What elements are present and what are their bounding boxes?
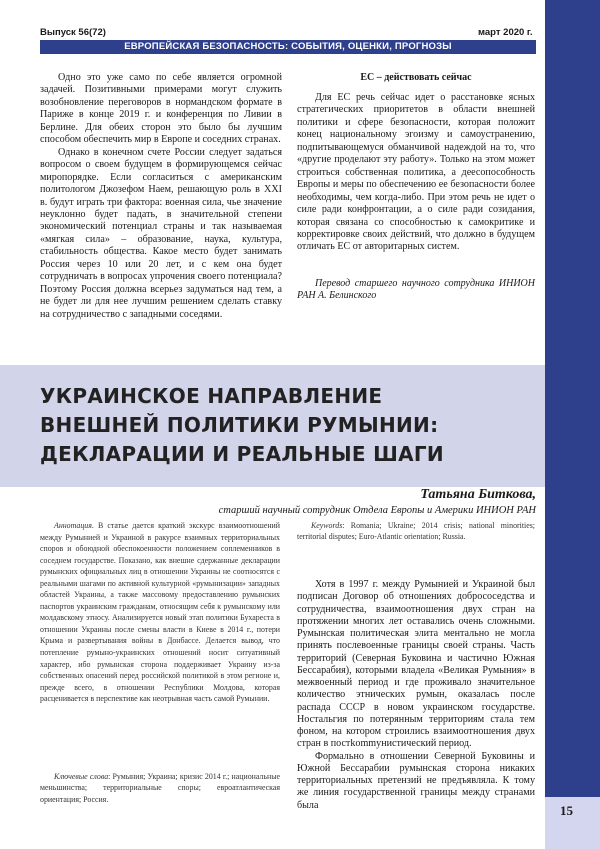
paragraph: Формально в отношении Северной Буковины и Южной Бессарабии румынская сторона никаких территориальных претензий не предъявляла. К тому же линия государственной границы между странами была [297,750,535,811]
page-number: 15 [560,803,573,818]
paragraph: Одно это уже само по себе является огромной задачей. Позитивными примерами могут служить возобновление переговоров в нормандском формате в Париже в конце 2019 г. и конференция по Ливии в Берлине. Для обеих сторон это было бы лучшим способом обеспечить мир в Европе и соседних странах. [40,72,282,146]
paragraph: Хотя в 1997 г. между Румынией и Украиной был подписан Договор об отношениях добрососедства и сотрудничества, взаимоотношения двух стран на протяжении многих лет оставались очень сложными. Румынская политическая элита ментально не могла принять послевоенные границы своей страны. Часть территорий (Северная Буковина и частично Южная Бессарабия), которыми владела «Великая Румыния» в межвоенный период и где проживало значительное количество этнических румын, оказалась после распада СССР в новом украинском государстве. Ностальгия по потерянным территориям стала тем фоном, на котором строились взаимоотношения двух стран в постkommунистический период. [297,579,535,750]
author-affiliation: старший научный сотрудник Отдела Европы и Америки ИНИОН РАН [218,505,536,516]
keywords-text: : Румыния; Украина; кризис 2014 г.; национальные меньшинства; территориальные споры; евроатлантическая ориентация; Россия. [40,772,280,804]
keywords-en [297,520,535,543]
keywords-ru [40,771,280,805]
translator-note-text: Перевод старшего научного сотрудника ИНИОН РАН А. Белинского [297,278,535,302]
keywords-en-text: : Romania; Ukraine; 2014 crisis; national minorities; territorial disputes; Euro-Atlantic orientation; Russia. [297,521,535,542]
author-name: Татьяна Биткова, [420,487,536,502]
issue-date: март 2020 г. [478,27,533,38]
title-line: ВНЕШНЕЙ ПОЛИТИКИ РУМЫНИИ: [40,413,439,437]
abstract-label: Аннотация [54,521,92,530]
prev-article-column-1 [40,72,282,321]
keywords-en-label: Keywords [311,521,343,530]
article-title [40,382,540,469]
right-sidebar-band [545,0,600,849]
prev-article-column-2 [297,72,535,254]
abstract-text: . В статье дается краткий экскурс взаимоотношений между Румынией и Украиной в ракурсе взаимных территориальных споров и обоюдной обеспокоенности положением соплеменников в соседнем государстве. Показано, как внешне сдержанные декларации румынских официальных лиц в отношении Украины не соотносятся с реальными шагами по активной культурной «румынизации» западных областей Украины, а также массовому предоставлению румынских паспортов украинским гражданам, относящим себя к румынскому или молдавскому этносу. Анализируется новый этап политики Бухареста в отношении Украины после смены власти в Киеве в 2014 г., потери Крыма и развертывания войны в Донбассе. Делается вывод, что потепление румыно-украинских отношений носит ситуативный характер, ибо румынская сторона поддерживает Украину из-за собственных опасений перед российской политикой в этом регионе и, прежде всего, в отношении Республики Молдова, которая расценивается в перспективе как неотрывная часть самой Румынии. [40,521,280,704]
title-line: ДЕКЛАРАЦИИ И РЕАЛЬНЫЕ ШАГИ [40,442,444,466]
section-banner: ЕВРОПЕЙСКАЯ БЕЗОПАСНОСТЬ: СОБЫТИЯ, ОЦЕНКИ, ПРОГНОЗЫ [40,40,536,54]
keywords-label: Ключевые слова [54,772,109,781]
paragraph: Однако в конечном счете России следует задаться вопросом о своем будущем в формирующемся сейчас миропорядке. Если согласиться с американским политологом Джозефом Наем, решающую роль в XXI в. будут играть три фактора: военная сила, чье значение неуклонно будет падать, в значительной степени экономический потенциал страны и так называемая «мягкая сила» – образование, наука, культура, стабильность общества. Какое место будет занимать Россия через 10 или 20 лет, и с кем она будет сотрудничать в вопросах упрочения своего потенциала? Поэтому Россия должна всерьез задуматься над тем, а не будет ли для нее лучшим решением сделать ставку на сотрудничество с западными соседями. [40,146,282,320]
article-body-column [297,579,535,812]
title-line: УКРАИНСКОЕ НАПРАВЛЕНИЕ [40,384,383,408]
issue-label: Выпуск 56(72) [40,27,106,38]
translator-note [297,278,535,303]
abstract [40,520,280,705]
subheading: ЕС – действовать сейчас [360,72,472,83]
paragraph: Для ЕС речь сейчас идет о расстановке ясных стратегических приоритетов в области внешней политики и сфере безопасности, которая положит конец национальному эгоизму и самоустранению, подпитывающемуся обманчивой надеждой на то, что «другие проделают эту работу». Только на этом может строиться собственная политика, а деесопособность Европы и меры по обеспечению ее безопасности более необходимы, чем когда-либо. При этом речь не идет о силе ради конфронтации, а о силе ради созидания, которая связана со способностью к самокритике и корректировке своих действий, что должно в будущем отличать ЕС от авторитарных систем. [297,92,535,253]
